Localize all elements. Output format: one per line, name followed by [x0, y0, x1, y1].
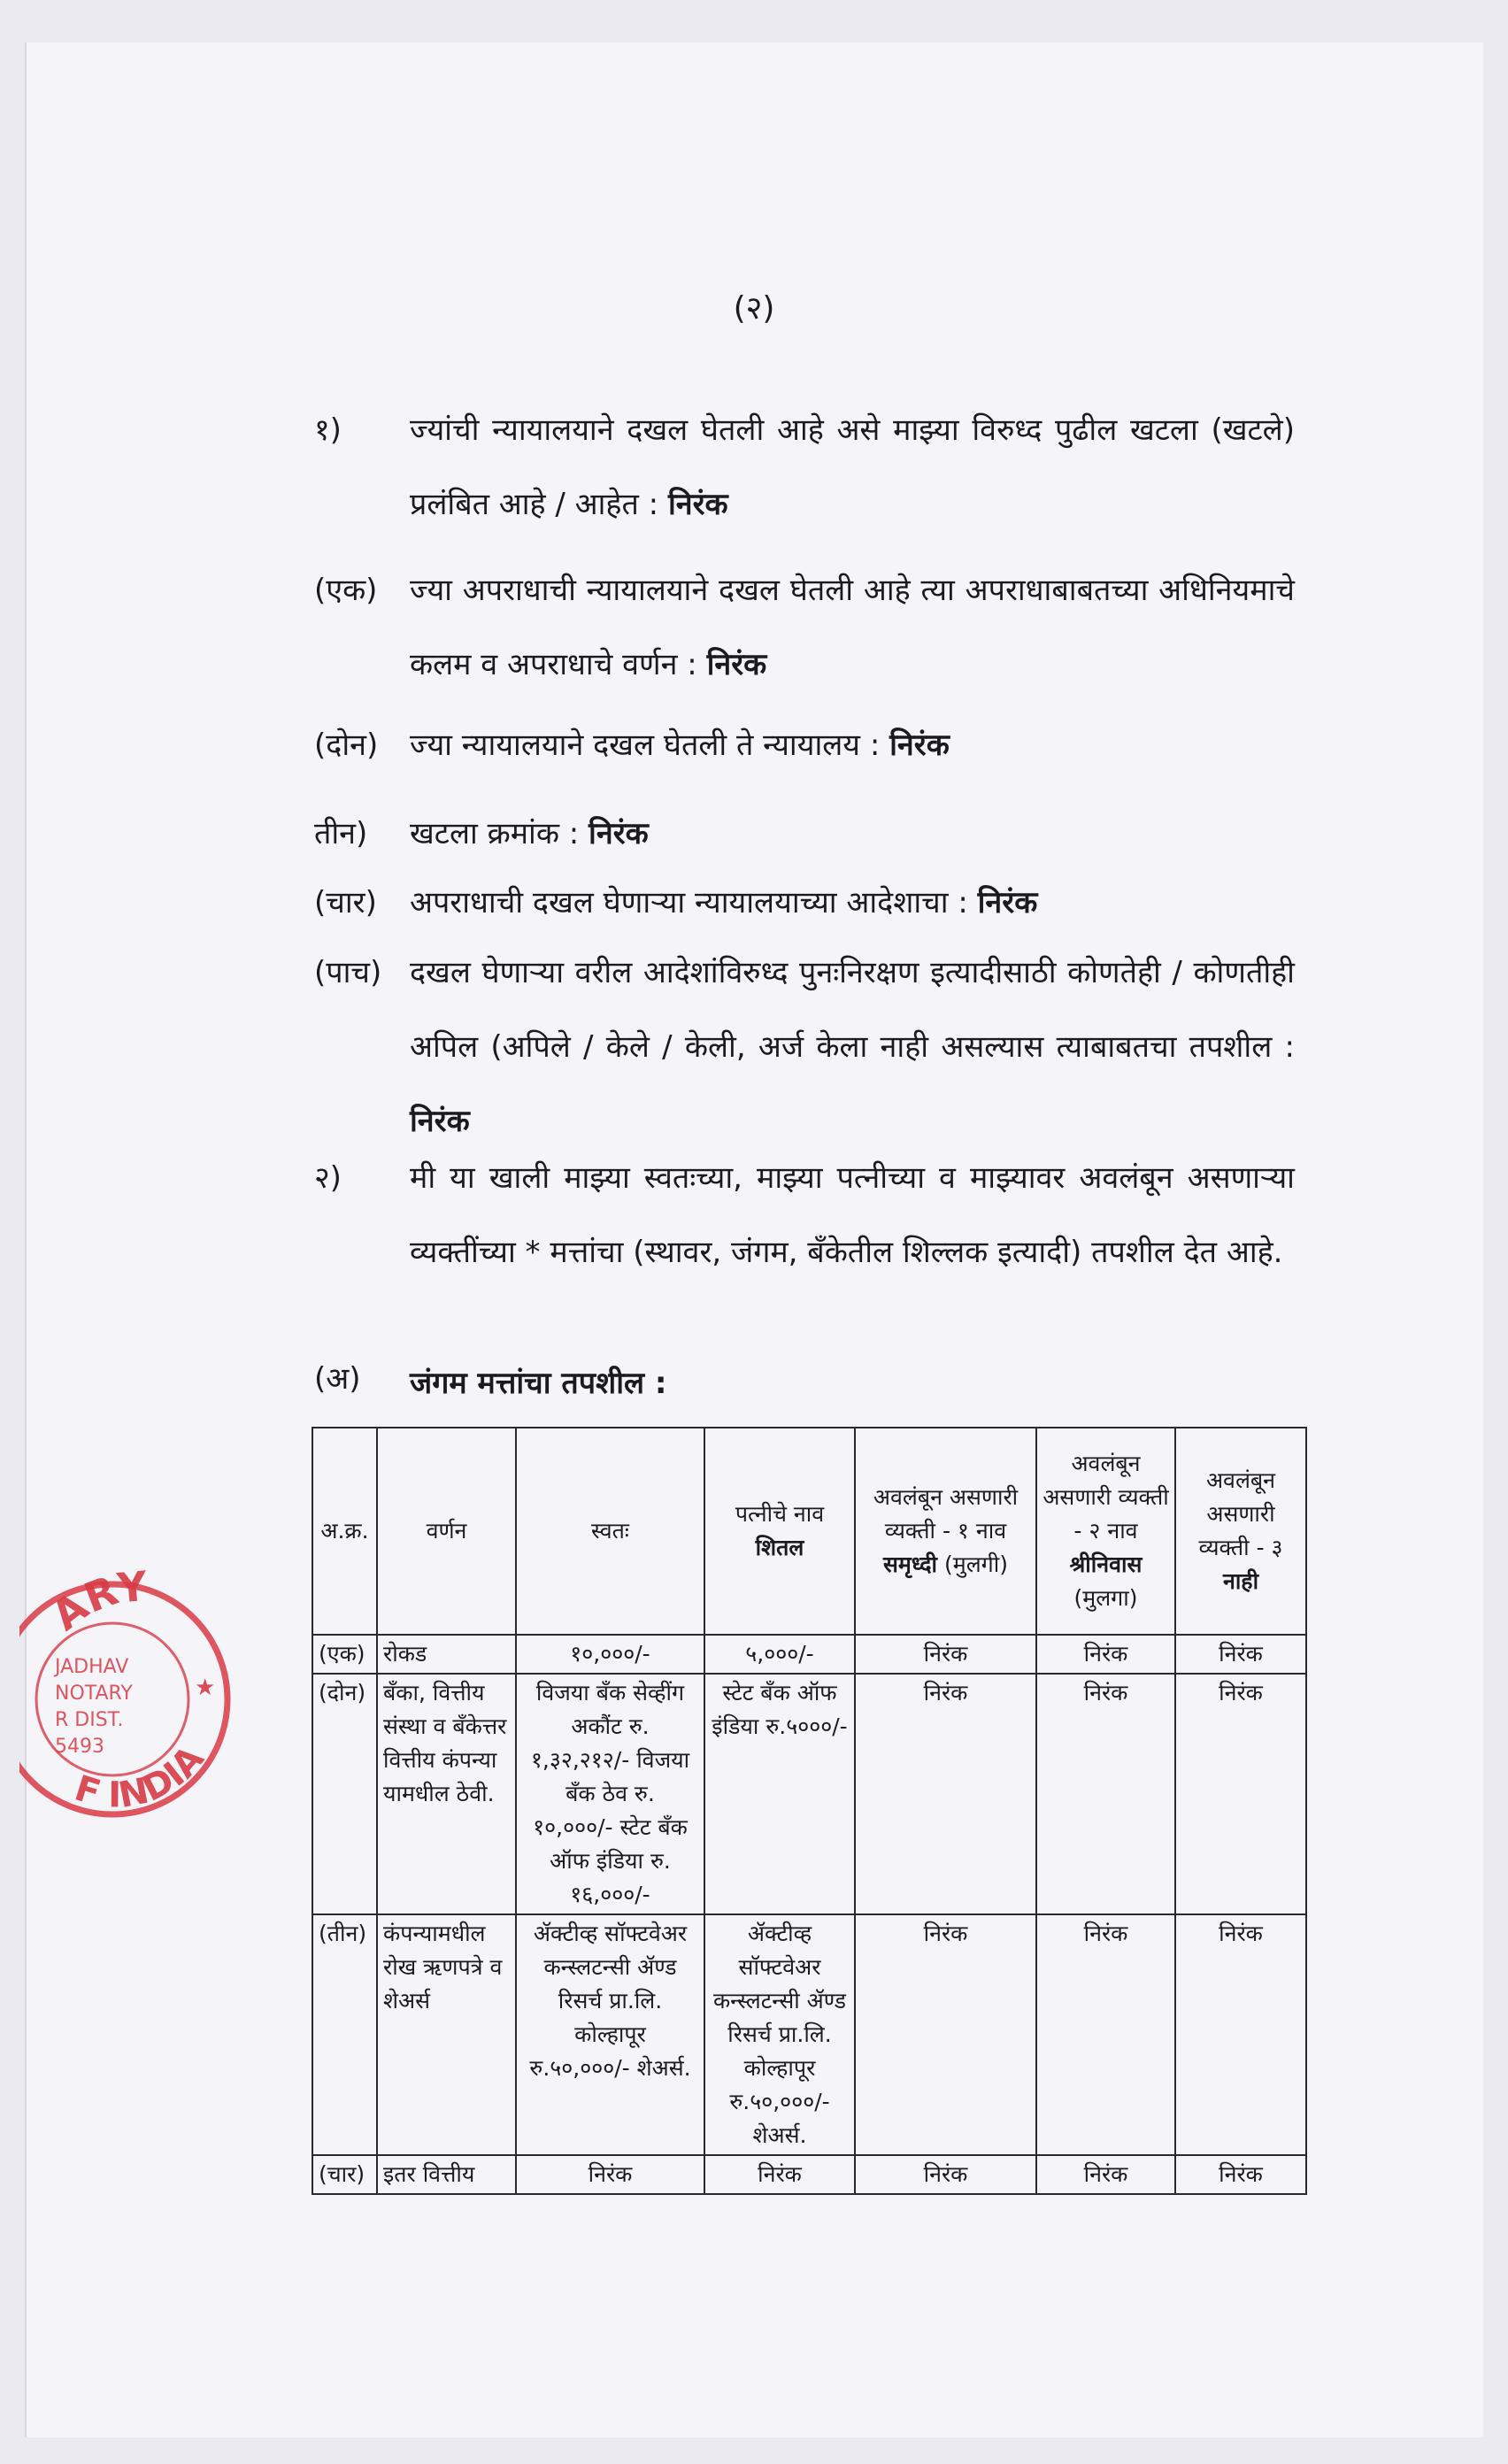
- cell-description: बँका, वित्तीय संस्था व बँकेत्तर वित्तीय कंपन्या यामधील ठेवी.: [377, 1674, 516, 1914]
- cell-description: रोकड: [377, 1635, 516, 1674]
- sub-item-pach-number: (पाच): [314, 955, 382, 990]
- header-spouse-name: शितल: [755, 1535, 804, 1560]
- sub-item-char-number: (चार): [314, 885, 377, 920]
- item-1-number: १): [314, 412, 342, 448]
- item-2-number: २): [314, 1160, 342, 1196]
- sub-item-teen-text: खटला क्रमांक : निरंक: [410, 816, 649, 851]
- sub-item-char-text: अपराधाची दखल घेणाऱ्या न्यायालयाच्या आदेशाचा : निरंक: [410, 885, 1038, 920]
- cell-dependent-3: निरंक: [1175, 2155, 1306, 2194]
- table-row: [312, 1674, 1306, 1914]
- sub-item-teen-number: तीन): [314, 816, 368, 851]
- cell-dependent-1: निरंक: [855, 1635, 1036, 1674]
- header-dependent-2: [1036, 1428, 1175, 1635]
- page-number: (२): [733, 290, 775, 327]
- cell-sr: (दोन): [312, 1674, 377, 1914]
- cell-spouse: स्टेट बँक ऑफ इंडिया रु.५०००/-: [704, 1674, 855, 1914]
- stamp-top-text: ARY: [42, 1567, 150, 1640]
- header-dependent-3-label: अवलंबून असणारी व्यक्ती - ३: [1198, 1467, 1283, 1560]
- sub-item-ek-number: (एक): [314, 573, 378, 608]
- header-dependent-3-name: नाही: [1222, 1568, 1259, 1594]
- header-spouse-label: पत्नीचे नाव: [735, 1501, 825, 1527]
- cell-dependent-1: निरंक: [855, 2155, 1036, 2194]
- header-dependent-2-relation: (मुलगा): [1073, 1585, 1138, 1611]
- sub-item-ek-text: ज्या अपराधाची न्यायालयाने दखल घेतली आहे त्या अपराधाबाबतच्या अधिनियमाचे कलम व अपराधाचे वर्णन : निरंक: [410, 573, 1295, 682]
- cell-self: विजया बँक सेव्हींग अकौंट रु. १,३२,२१२/- विजया बँक ठेव रु. १०,०००/- स्टेट बँक ऑफ इंडिया रु. १६,०००/-: [516, 1674, 704, 1914]
- header-self: स्वतः: [516, 1428, 704, 1635]
- header-dependent-1-name: समृध्दी: [883, 1552, 938, 1577]
- header-dependent-3: [1175, 1428, 1306, 1635]
- cell-sr: (एक): [312, 1635, 377, 1674]
- table-row: [312, 1914, 1306, 2155]
- sub-item-don-number: (दोन): [314, 728, 379, 763]
- stamp-star-icon: ★: [195, 1675, 216, 1701]
- sub-item-don-value: निरंक: [889, 728, 950, 763]
- cell-dependent-1: निरंक: [855, 1914, 1036, 2155]
- section-a-number: (अ): [314, 1361, 361, 1397]
- header-dependent-1: [855, 1428, 1036, 1635]
- sub-item-ek-value: निरंक: [706, 647, 767, 682]
- cell-dependent-2: निरंक: [1036, 1914, 1175, 2155]
- cell-self: निरंक: [516, 2155, 704, 2194]
- stamp-line-3: R DIST.: [55, 1709, 124, 1731]
- stamp-line-1: JADHAV: [55, 1656, 129, 1678]
- header-dependent-1-relation: (मुलगी): [937, 1552, 1008, 1577]
- cell-dependent-2: निरंक: [1036, 1635, 1175, 1674]
- item-1-value: निरंक: [667, 487, 728, 522]
- cell-dependent-2: निरंक: [1036, 2155, 1175, 2194]
- header-dependent-1-label: अवलंबून असणारी व्यक्ती - १ नाव: [873, 1484, 1019, 1544]
- section-a-title: जंगम मत्तांचा तपशील :: [410, 1366, 667, 1401]
- cell-dependent-1: निरंक: [855, 1674, 1036, 1914]
- cell-self: ॲक्टीव्ह सॉफ्टवेअर कन्स्लटन्सी ॲण्ड रिसर्च प्रा.लि. कोल्हापूर रु.५०,०००/- शेअर्स.: [516, 1914, 704, 2155]
- sub-item-pach-value: निरंक: [410, 1104, 470, 1139]
- header-description: वर्णन: [377, 1428, 516, 1635]
- cell-sr: (तीन): [312, 1914, 377, 2155]
- cell-sr: (चार): [312, 2155, 377, 2194]
- header-spouse: [704, 1428, 855, 1635]
- header-sr: अ.क्र.: [312, 1428, 377, 1635]
- stamp-line-2: NOTARY: [55, 1682, 133, 1705]
- item-2-text: मी या खाली माझ्या स्वतःच्या, माझ्या पत्नीच्या व माझ्यावर अवलंबून असणाऱ्या व्यक्तींच्या * मत्तांचा (स्थावर, जंगम, बँकेतील शिल्लक इत्यादी) तपशील देत आहे.: [410, 1160, 1295, 1270]
- cell-self: १०,०००/-: [516, 1635, 704, 1674]
- cell-spouse: निरंक: [704, 2155, 855, 2194]
- table-row: [312, 1635, 1306, 1674]
- stamp-bottom-text: F INDIA: [70, 1738, 212, 1817]
- movable-assets-table: [312, 1427, 1307, 2195]
- sub-item-pach-text: दखल घेणाऱ्या वरील आदेशांविरुध्द पुनःनिरक्षण इत्यादीसाठी कोणतेही / कोणतीही अपिल (अपिले / केले / केली, अर्ज केला नाही असल्यास त्याबाबतचा तपशील : निरंक: [410, 955, 1295, 1139]
- cell-dependent-3: निरंक: [1175, 1914, 1306, 2155]
- stamp-line-4: 5493: [55, 1736, 104, 1758]
- svg-text:ARY: [43, 1567, 150, 1640]
- cell-spouse: ॲक्टीव्ह सॉफ्टवेअर कन्स्लटन्सी ॲण्ड रिसर्च प्रा.लि. कोल्हापूर रु.५०,०००/- शेअर्स.: [704, 1914, 855, 2155]
- cell-dependent-3: निरंक: [1175, 1674, 1306, 1914]
- sub-item-teen-value: निरंक: [589, 816, 649, 851]
- cell-description: कंपन्यामधील रोख ऋणपत्रे व शेअर्स: [377, 1914, 516, 2155]
- item-1-text: ज्यांची न्यायालयाने दखल घेतली आहे असे माझ्या विरुध्द पुढील खटला (खटले) प्रलंबित आहे / आहेत : निरंक: [410, 412, 1295, 522]
- table-header-row: [312, 1428, 1306, 1635]
- header-dependent-2-label: अवलंबून असणारी व्यक्ती - २ नाव: [1043, 1451, 1169, 1544]
- header-dependent-2-name: श्रीनिवास: [1069, 1552, 1143, 1577]
- cell-dependent-3: निरंक: [1175, 1635, 1306, 1674]
- cell-description: इतर वित्तीय: [377, 2155, 516, 2194]
- cell-dependent-2: निरंक: [1036, 1674, 1175, 1914]
- table-row: [312, 2155, 1306, 2194]
- cell-spouse: ५,०००/-: [704, 1635, 855, 1674]
- sub-item-char-value: निरंक: [977, 885, 1038, 920]
- sub-item-don-text: ज्या न्यायालयाने दखल घेतली ते न्यायालय : निरंक: [410, 728, 950, 763]
- notary-stamp: [19, 1567, 241, 1823]
